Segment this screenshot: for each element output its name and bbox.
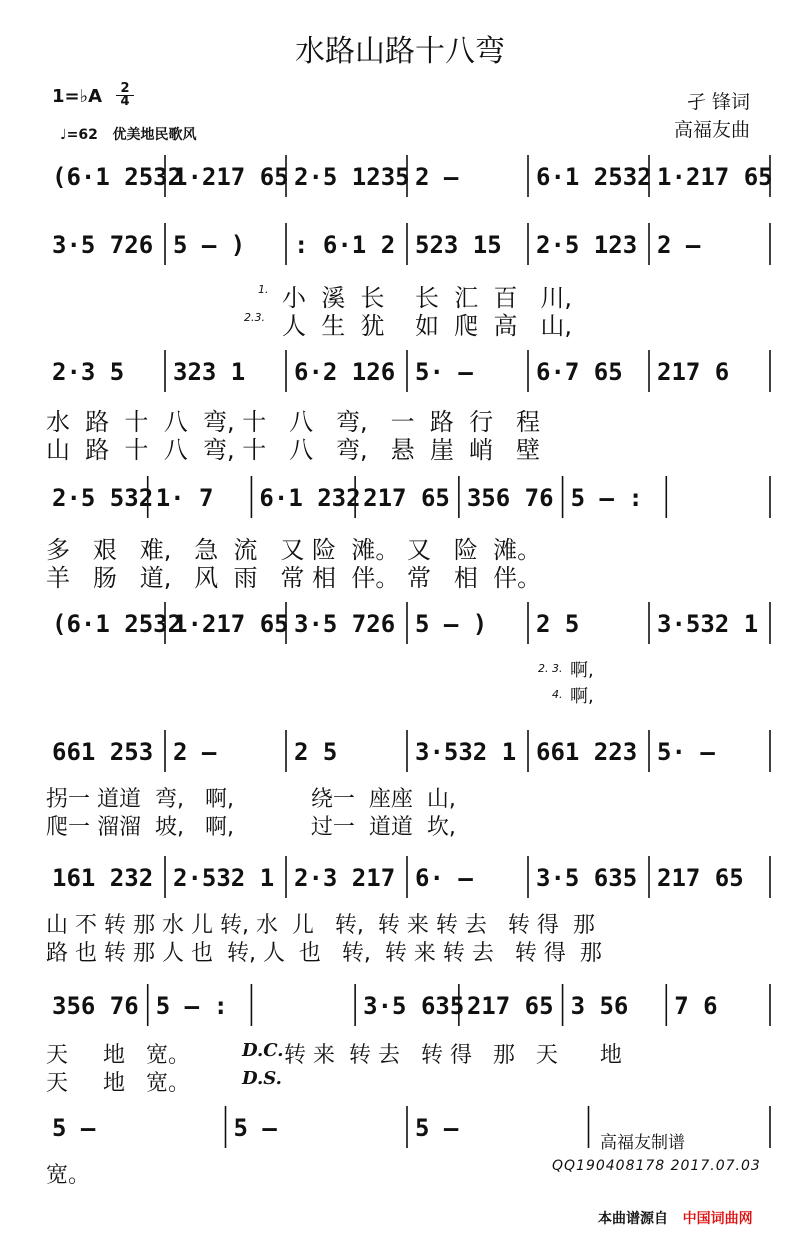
lyricist: 孑 锋词	[686, 91, 750, 113]
lyric-line: 天 地 宽。	[46, 1071, 190, 1096]
measure-notes: 2 –	[415, 163, 459, 191]
measure-notes: 2·5 532	[52, 484, 154, 512]
lyric-line: 山 不 转 那 水 儿 转, 水 儿 转, 转 来 转 去 转 得 那	[46, 913, 595, 938]
measure-notes: 1· 7	[155, 484, 214, 512]
measure-notes: 3·5 726	[52, 231, 154, 259]
measure-notes: 5 – :	[155, 992, 228, 1020]
ds-sign: D.S.	[242, 1068, 282, 1089]
lyric-line: 山 路 十 八 弯, 十 八 弯, 悬 崖 峭 壁	[46, 436, 540, 464]
tempo-marking: ♩=62 优美地民歌风	[60, 127, 197, 143]
lyric-line: 啊,	[570, 660, 594, 681]
measure-notes: 3·5 726	[294, 610, 396, 638]
composer: 高福友曲	[673, 119, 750, 141]
lyric-line: 转 来 转 去 转 得 那 天 地	[284, 1043, 622, 1068]
measure-notes: (6·1 2532	[52, 163, 183, 191]
lyric-line: 羊 肠 道, 风 雨 常 相 伴。 常 相 伴。	[46, 564, 542, 592]
verse-number: 2. 3.	[538, 662, 563, 675]
dc-sign: D.C.	[242, 1040, 284, 1061]
measure-notes: 5 –	[233, 1114, 277, 1142]
measure-notes: 6·1 2532	[536, 163, 652, 191]
measure-notes: 5 – )	[415, 610, 488, 638]
contact-info: QQ190408178 2017.07.03	[552, 1158, 761, 1174]
measure-notes: 3 56	[570, 992, 629, 1020]
measure-notes: 661 223	[536, 738, 638, 766]
measure-notes: 356 76	[52, 992, 139, 1020]
measure-notes: 6· –	[415, 864, 473, 892]
measure-notes: 217 65	[466, 992, 554, 1020]
measure-notes: 217 65	[363, 484, 450, 512]
measure-notes: 1·217 65	[657, 163, 773, 191]
measure-notes: 1·217 65	[173, 163, 289, 191]
lyric-line: 水 路 十 八 弯, 十 八 弯, 一 路 行 程	[46, 408, 540, 436]
measure-notes: 2·532 1	[173, 864, 275, 892]
measure-notes: 5 – :	[570, 484, 643, 512]
lyric-line: 啊,	[570, 686, 594, 707]
measure-notes: 2 –	[173, 738, 217, 766]
lyric-line: 小 溪 长 长 汇 百 川,	[282, 284, 573, 312]
measure-notes: 5 – )	[173, 231, 246, 259]
measure-notes: 2 5	[294, 738, 338, 766]
measure-notes: 661 253	[52, 738, 154, 766]
measure-notes: 523 15	[415, 231, 502, 259]
measure-notes: 5 –	[415, 1114, 459, 1142]
measure-notes: 2·3 217	[294, 864, 396, 892]
measure-notes: 3·532 1	[415, 738, 517, 766]
lyric-line: 天 地 宽。	[46, 1043, 190, 1068]
arranger-credit: 高福友制谱	[600, 1133, 685, 1153]
measure-notes: 7 6	[674, 992, 718, 1020]
measure-notes: (6·1 2532	[52, 610, 183, 638]
page-title: 水路山路十八弯	[295, 34, 505, 69]
measure-notes: 3·532 1	[657, 610, 759, 638]
measure-notes: 161 232	[52, 864, 154, 892]
measure-notes: 6·1 232	[259, 484, 361, 512]
measure-notes: 2·5 1235	[294, 163, 410, 191]
measure-notes: 6·7 65	[536, 358, 623, 386]
verse-number: 1.	[258, 283, 269, 296]
measure-notes: 3·5 635	[363, 992, 465, 1020]
verse-number: 4.	[552, 688, 563, 701]
measure-notes: 217 6	[657, 358, 730, 386]
lyric-line: 路 也 转 那 人 也 转, 人 也 转, 转 来 转 去 转 得 那	[46, 941, 602, 966]
lyric-line: 人 生 犹 如 爬 高 山,	[282, 312, 573, 340]
verse-number: 2.3.	[244, 311, 265, 324]
lyric-line: 宽。	[46, 1163, 91, 1188]
measure-notes: 5 –	[52, 1114, 96, 1142]
measure-notes: 3·5 635	[536, 864, 638, 892]
measure-notes: 323 1	[173, 358, 246, 386]
source-credit: 本曲谱源自 中国词曲网	[598, 1211, 753, 1227]
measure-notes: 5· –	[415, 358, 473, 386]
measure-notes: 2·5 123	[536, 231, 638, 259]
measure-notes: : 6·1 2	[294, 231, 396, 259]
measure-notes: 217 65	[657, 864, 744, 892]
measure-notes: 356 76	[466, 484, 554, 512]
measure-notes: 2·3 5	[52, 358, 125, 386]
lyric-line: 多 艰 难, 急 流 又 险 滩。 又 险 滩。	[46, 536, 542, 564]
key-signature: 1=♭A	[52, 86, 103, 107]
measure-notes: 2 –	[657, 231, 701, 259]
measure-notes: 1·217 65	[173, 610, 289, 638]
measure-notes: 2 5	[536, 610, 580, 638]
lyric-line: 爬一 溜溜 坡, 啊, 过一 道道 坎,	[46, 815, 456, 840]
lyric-line: 拐一 道道 弯, 啊, 绕一 座座 山,	[46, 787, 456, 812]
measure-notes: 6·2 126	[294, 358, 396, 386]
measure-notes: 5· –	[657, 738, 715, 766]
time-signature: 2 4	[116, 83, 134, 108]
